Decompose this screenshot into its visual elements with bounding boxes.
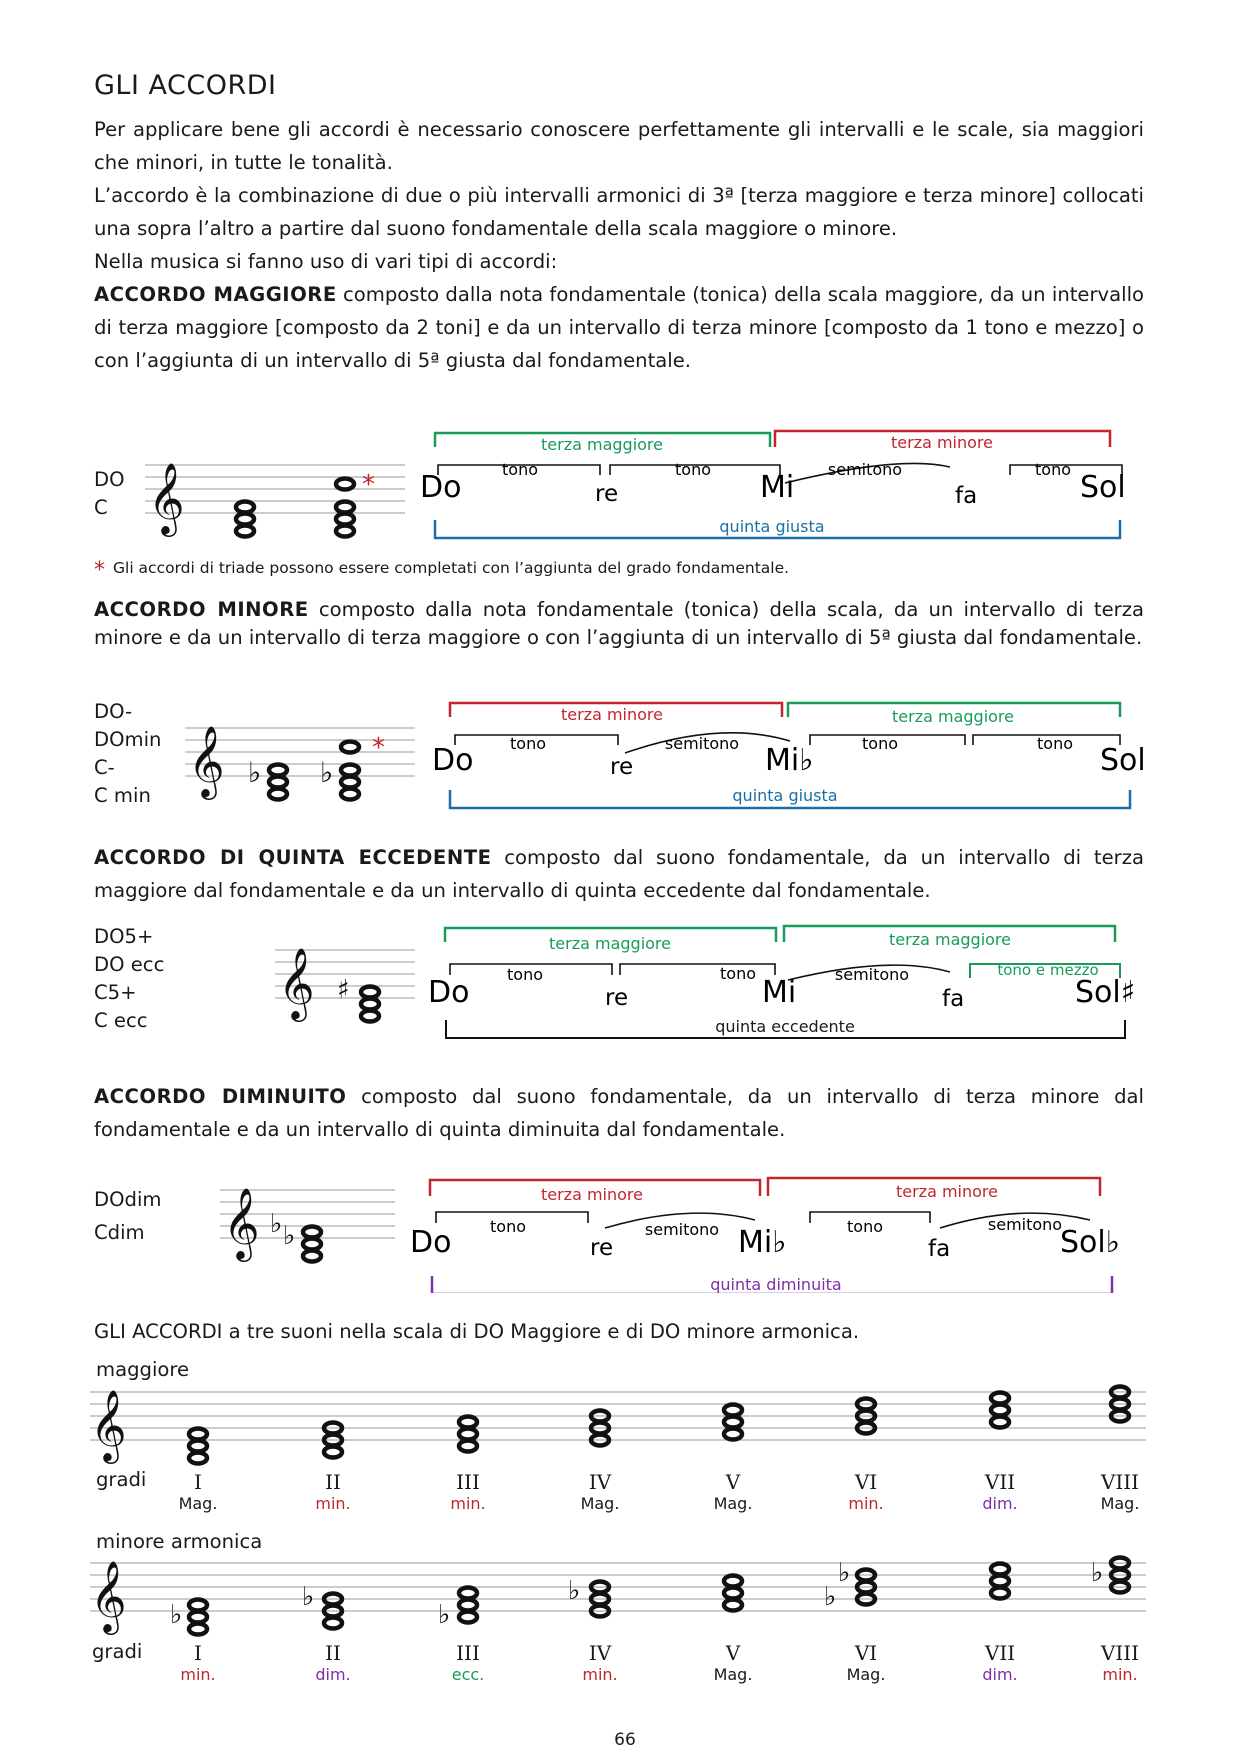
minor-chord-heading: ACCORDO MINORE <box>94 598 309 621</box>
interval-label: terza minore <box>540 1185 644 1204</box>
degree: VIII min. <box>1100 1641 1140 1684</box>
augmented-chord-names <box>94 923 164 1035</box>
diminished-chord-description <box>94 1080 1144 1146</box>
page-number: 66 <box>614 1730 636 1750</box>
flat-icon: ♭ <box>824 1582 837 1612</box>
step-label: tono <box>1035 460 1071 479</box>
augmented-chord-staff <box>270 940 420 1030</box>
degree: II min. <box>315 1470 351 1513</box>
chord-VII <box>991 1393 1009 1428</box>
step-label: tono <box>490 1217 526 1236</box>
treble-clef-icon: 𝄞 <box>148 461 185 534</box>
chord-name: DO5+ <box>94 925 154 948</box>
degree: V Mag. <box>713 1470 753 1513</box>
chord-name: C5+ <box>94 981 137 1004</box>
chord-name: C ecc <box>94 1009 148 1032</box>
intro-paragraph-3: Nella musica si fanno uso di vari tipi di accordi: <box>94 250 558 273</box>
intro-paragraph-1: Per applicare bene gli accordi è necessario conoscere perfettamente gli intervalli e le scale, sia maggiori che minori, in tutte le tonalità. <box>94 118 1144 174</box>
note-label: Sol <box>1100 743 1146 778</box>
footnote-text: Gli accordi di triade possono essere completati con l’aggiunta del grado fondamentale. <box>113 559 790 577</box>
interval-label: terza maggiore <box>541 435 663 454</box>
chord-III <box>459 1417 477 1452</box>
major-scale-staff <box>88 1382 1148 1467</box>
minor-chord-interval-diagram <box>420 695 1160 820</box>
note-label: Do <box>432 743 474 778</box>
step-label: tono <box>510 734 546 753</box>
interval-label: quinta diminuita <box>710 1275 842 1293</box>
diminished-chord-interval-diagram <box>400 1168 1150 1293</box>
chord-I <box>189 1600 207 1635</box>
note-label: Sol <box>1080 470 1126 505</box>
diminished-chord-staff <box>215 1180 400 1270</box>
minor-scale-gradi-label: gradi <box>92 1640 143 1663</box>
asterisk-icon: * <box>362 470 375 500</box>
diminished-chord-heading: ACCORDO DIMINUITO <box>94 1085 347 1108</box>
note-label: re <box>590 1235 614 1261</box>
note-label: re <box>605 985 629 1011</box>
step-label: tono <box>507 965 543 984</box>
note-label: Sol♭ <box>1060 1225 1120 1260</box>
major-scale-label: maggiore <box>96 1358 190 1381</box>
interval-label: terza maggiore <box>549 934 671 953</box>
intro-text <box>94 113 1144 377</box>
note-label: Sol♯ <box>1075 975 1136 1010</box>
note-label: re <box>610 754 634 780</box>
degree: II dim. <box>315 1641 351 1684</box>
augmented-chord-interval-diagram <box>420 920 1160 1045</box>
major-chord-description <box>94 278 1144 377</box>
degree: IV min. <box>582 1641 618 1684</box>
step-label: semitono <box>644 1220 720 1239</box>
flat-icon: ♭ <box>568 1576 581 1606</box>
interval-label: terza minore <box>895 1182 999 1201</box>
minor-chord-staff <box>180 718 420 808</box>
chord-V <box>724 1405 742 1440</box>
degree: III ecc. <box>451 1641 485 1684</box>
major-chord-interval-diagram <box>410 425 1130 550</box>
chord-name: DO- <box>94 700 133 723</box>
degree: VI Mag. <box>846 1641 886 1684</box>
step-label: semitono <box>987 1215 1063 1234</box>
treble-clef-icon: 𝄞 <box>90 1559 127 1632</box>
step-label: semitono <box>834 965 910 984</box>
treble-clef-icon: 𝄞 <box>188 724 225 797</box>
asterisk-icon: * <box>372 733 385 763</box>
interval-label: quinta giusta <box>732 786 838 805</box>
flat-icon: ♭ <box>838 1558 851 1588</box>
treble-clef-icon: 𝄞 <box>278 946 315 1019</box>
note-label: Mi <box>762 975 797 1010</box>
asterisk-icon: * <box>94 558 105 583</box>
chord-VII <box>991 1564 1009 1599</box>
degree: III min. <box>450 1470 486 1513</box>
note-label: fa <box>942 986 965 1012</box>
major-scale-degrees <box>0 1470 1250 1530</box>
step-label: tono <box>1037 734 1073 753</box>
degree: V Mag. <box>713 1641 753 1684</box>
degree: VIII Mag. <box>1100 1470 1140 1513</box>
flat-icon: ♭ <box>1091 1558 1104 1588</box>
footnote <box>94 558 789 583</box>
minor-chord-text: composto dalla nota fondamentale (tonica) della scala, da un intervallo di terza minore e da un intervallo di terza maggiore o con l’aggiunta di un intervallo di 5ª giusta dal fondamentale. <box>94 598 1144 649</box>
minor-scale-degrees <box>0 1641 1250 1701</box>
step-label: semitono <box>664 734 740 753</box>
major-chord-staff <box>140 455 410 545</box>
interval-label: terza maggiore <box>892 707 1014 726</box>
chord-name: DO <box>94 468 125 491</box>
note-label: Mi♭ <box>738 1225 787 1260</box>
interval-label: terza minore <box>890 433 994 452</box>
treble-clef-icon: 𝄞 <box>223 1186 260 1259</box>
diminished-chord-text: composto dal suono fondamentale, da un intervallo di terza minore dal fondamentale e da un intervallo di quinta diminuita dal fondamentale. <box>94 1085 1144 1141</box>
minor-scale-label: minore armonica <box>96 1530 263 1553</box>
degree: VII dim. <box>982 1470 1018 1513</box>
degree: VI min. <box>848 1470 884 1513</box>
note-label: fa <box>955 483 978 509</box>
interval-label: quinta giusta <box>719 517 825 536</box>
sharp-icon: ♯ <box>337 975 350 1005</box>
chord-V <box>724 1576 742 1611</box>
interval-label: terza maggiore <box>889 930 1011 949</box>
note-label: fa <box>928 1236 951 1262</box>
major-chord-heading: ACCORDO MAGGIORE <box>94 283 337 306</box>
step-label: tono <box>720 964 756 983</box>
interval-label: terza minore <box>560 705 664 724</box>
degree: I Mag. <box>178 1470 218 1513</box>
note-label: Mi <box>760 470 795 505</box>
page-title: GLI ACCORDI <box>94 70 277 101</box>
major-scale-gradi-label: gradi <box>96 1468 147 1491</box>
flat-icon: ♭ <box>320 756 334 789</box>
flat-icon: ♭ <box>170 1600 183 1630</box>
diminished-chord-names <box>94 1183 161 1249</box>
degree: IV Mag. <box>580 1470 620 1513</box>
flat-icon: ♭ <box>248 756 262 789</box>
note-label: Do <box>428 975 470 1010</box>
minor-chord-names <box>94 698 161 810</box>
flat-icon: ♭ <box>283 1221 296 1251</box>
chord-III <box>459 1588 477 1623</box>
chord-name: C min <box>94 784 151 807</box>
step-label: semitono <box>827 460 903 479</box>
chord-name: DOmin <box>94 728 162 751</box>
augmented-chord-description <box>94 841 1144 907</box>
note-label: re <box>595 481 619 507</box>
major-chord-names <box>94 466 125 522</box>
chord-name: Cdim <box>94 1221 145 1244</box>
step-label: tono <box>862 734 898 753</box>
chord-name: C- <box>94 756 115 779</box>
note-label: Do <box>410 1225 452 1260</box>
note-label: Mi♭ <box>765 743 814 778</box>
intro-paragraph-2: L’accordo è la combinazione di due o più intervalli armonici di 3ª [terza maggiore e terza minore] collocati una sopra l’altro a partire dal suono fondamentale della scala maggiore o minore. <box>94 184 1144 240</box>
degree: I min. <box>180 1641 216 1684</box>
augmented-chord-heading: ACCORDO DI QUINTA ECCEDENTE <box>94 846 492 869</box>
minor-scale-staff <box>88 1553 1148 1638</box>
flat-icon: ♭ <box>270 1209 283 1239</box>
chord-name: DOdim <box>94 1188 162 1211</box>
major-chord-text: composto dalla nota fondamentale (tonica) della scala maggiore, da un intervallo di terza maggiore [composto da 2 toni] e da un intervallo di terza minore [composto da 1 tono e mezzo] o con l’aggiunta di un intervallo di 5ª giusta dal fondamentale. <box>94 283 1145 372</box>
minor-chord-description <box>94 596 1144 652</box>
chord-name: DO ecc <box>94 953 165 976</box>
flat-icon: ♭ <box>438 1600 451 1630</box>
step-label: tono <box>847 1217 883 1236</box>
interval-label: tono e mezzo <box>997 961 1099 979</box>
note-label: Do <box>420 470 462 505</box>
scale-section-title: GLI ACCORDI a tre suoni nella scala di DO Maggiore e di DO minore armonica. <box>94 1320 860 1343</box>
degree: VII dim. <box>982 1641 1018 1684</box>
step-label: tono <box>675 460 711 479</box>
flat-icon: ♭ <box>302 1582 315 1612</box>
chord-I <box>189 1429 207 1464</box>
chord-name: C <box>94 496 108 519</box>
interval-label: quinta eccedente <box>715 1017 855 1036</box>
augmented-chord-text: composto dal suono fondamentale, da un intervallo di terza maggiore dal fondamentale e da un intervallo di quinta eccedente dal fondamentale. <box>94 846 1144 902</box>
step-label: tono <box>502 460 538 479</box>
treble-clef-icon: 𝄞 <box>90 1388 127 1461</box>
